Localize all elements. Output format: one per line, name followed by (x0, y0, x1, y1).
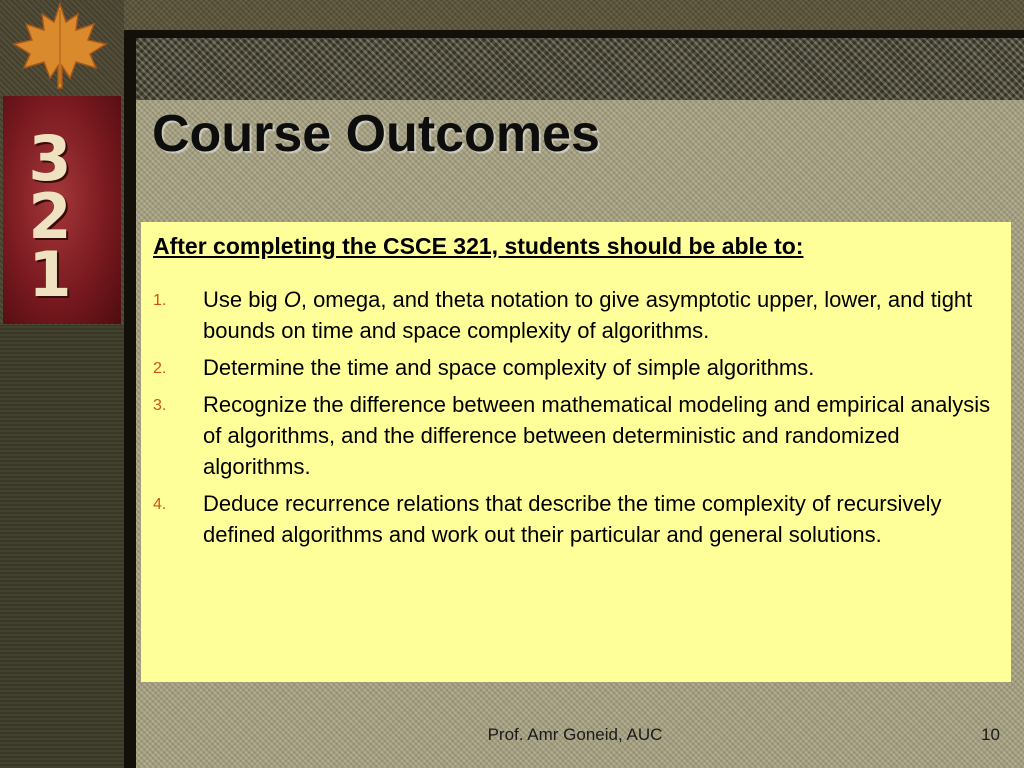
intro-text: After completing the CSCE 321, students should be able to: (153, 233, 804, 259)
vertical-divider (124, 30, 136, 768)
outcome-number: 1. (153, 292, 167, 309)
outcome-item-1 (153, 284, 1003, 346)
outcome-text: Recognize the difference between mathematical modeling and empirical analysis of algorithms, and the difference between deterministic and randomized algorithms. (203, 392, 991, 479)
outcome-item-4 (153, 488, 1003, 550)
outcome-item-2 (153, 352, 1003, 383)
left-decor-strip-lower (0, 325, 124, 768)
title-texture-band (136, 38, 1024, 100)
footer-author: Prof. Amr Goneid, AUC (487, 725, 663, 744)
outcome-number: 4. (153, 496, 167, 513)
outcome-item-3 (153, 389, 1003, 482)
logo-digit-3: 3 (28, 122, 72, 195)
outcome-text: Use big O, omega, and theta notation to give asymptotic upper, lower, and tight bounds on time and space complexity of algorithms. (203, 287, 973, 343)
logo-digit-2: 2 (28, 180, 72, 253)
maple-leaf-icon (8, 0, 113, 90)
outcomes-list (153, 284, 999, 550)
outcome-number: 3. (153, 397, 167, 414)
outcome-text: Determine the time and space complexity of simple algorithms. (203, 355, 815, 380)
outcome-text: Deduce recurrence relations that describe the time complexity of recursively defined algorithms and work out their particular and general solutions. (203, 491, 942, 547)
slide-title: Course Outcomes (152, 105, 600, 163)
page-number: 10 (981, 725, 1000, 744)
outcome-number: 2. (153, 360, 167, 377)
outcomes-panel (141, 222, 1011, 682)
course-number-logo (3, 96, 121, 324)
top-divider (124, 30, 1024, 38)
logo-digit-1: 1 (28, 238, 72, 311)
